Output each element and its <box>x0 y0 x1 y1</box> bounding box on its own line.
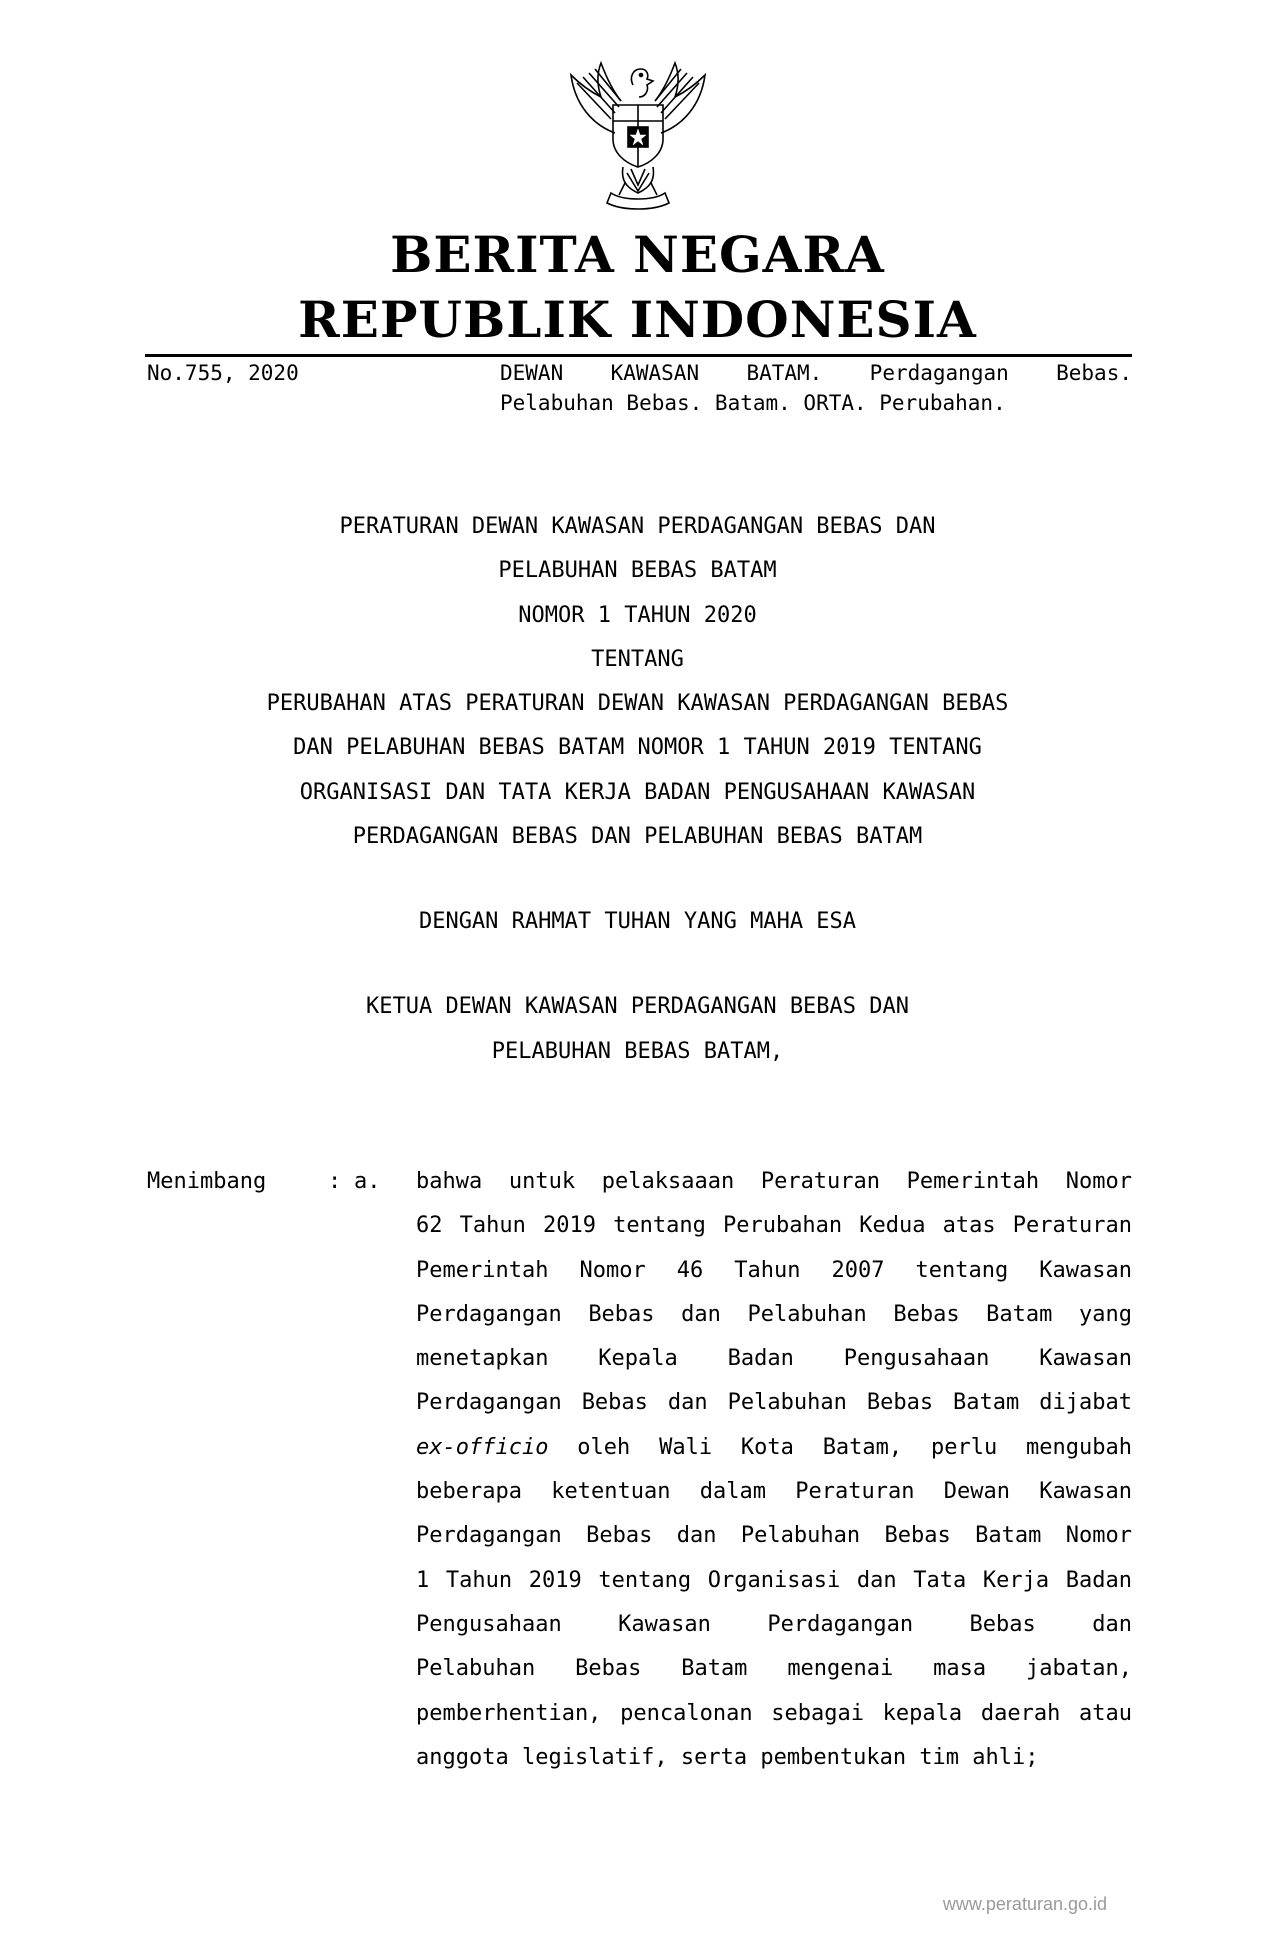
paragraph-line: bahwa untuk pelaksaaan Peraturan Pemerintah Nomor <box>416 1169 1132 1194</box>
title-line: PELABUHAN BEBAS BATAM <box>498 558 777 584</box>
paragraph-line: 1 Tahun 2019 tentang Organisasi dan Tata Kerja Badan <box>416 1567 1132 1593</box>
gazette-number: No.755, 2020 <box>147 361 299 385</box>
gazette-subject-line1: DEWAN KAWASAN BATAM. Perdagangan Bebas. <box>500 361 1132 385</box>
title-line: PERATURAN DEWAN KAWASAN PERDAGANGAN BEBAS DAN <box>339 514 936 539</box>
title-line: TENTANG <box>591 646 684 672</box>
menimbang-item-text <box>416 1160 1132 1780</box>
paragraph-line: Perdagangan Bebas dan Pelabuhan Bebas Batam dijabat <box>416 1390 1132 1416</box>
masthead-title-line1: BERITA NEGARA <box>390 225 885 284</box>
italic-term: ex-officio <box>416 1434 549 1460</box>
gazette-subject <box>500 358 1132 418</box>
regulation-title <box>145 505 1130 859</box>
paragraph-line-rest: oleh Wali Kota Batam, perlu mengubah <box>548 1434 1132 1460</box>
paragraph-line: Perdagangan Bebas dan Pelabuhan Bebas Batam Nomor <box>416 1523 1132 1549</box>
title-line: PERUBAHAN ATAS PERATURAN DEWAN KAWASAN PERDAGANGAN BEBAS <box>266 691 1009 717</box>
paragraph-line: 62 Tahun 2019 tentang Perubahan Kedua atas Peraturan <box>416 1213 1132 1239</box>
paragraph-line: beberapa ketentuan dalam Peraturan Dewan Kawasan <box>416 1479 1132 1505</box>
footer-website: www.peraturan.go.id <box>942 1894 1107 1914</box>
title-line: NOMOR 1 TAHUN 2020 <box>518 602 757 628</box>
issuer <box>145 985 1130 1074</box>
title-line: DAN PELABUHAN BEBAS BATAM NOMOR 1 TAHUN 2019 TENTANG <box>293 735 982 761</box>
paragraph-line: anggota legislatif, serta pembentukan tim ahli; <box>416 1744 1039 1770</box>
paragraph-line: Pemerintah Nomor 46 Tahun 2007 tentang Kawasan <box>416 1257 1132 1283</box>
paragraph-line: Pelabuhan Bebas Batam mengenai masa jabatan, <box>416 1656 1132 1682</box>
paragraph-line: pemberhentian, pencalonan sebagai kepala daerah atau <box>416 1700 1132 1726</box>
issuer-line2: PELABUHAN BEBAS BATAM, <box>491 1038 784 1064</box>
paragraph-line: menetapkan Kepala Badan Pengusahaan Kawasan <box>416 1346 1132 1372</box>
issuer-line1: KETUA DEWAN KAWASAN PERDAGANGAN BEBAS DAN <box>365 994 910 1019</box>
menimbang-label: Menimbang <box>147 1169 267 1194</box>
paragraph-line: Perdagangan Bebas dan Pelabuhan Bebas Batam yang <box>416 1301 1132 1327</box>
masthead-title-line2: REPUBLIK INDONESIA <box>298 290 977 349</box>
title-line: ORGANISASI DAN TATA KERJA BADAN PENGUSAHAAN KAWASAN <box>299 779 976 805</box>
invocation: DENGAN RAHMAT TUHAN YANG MAHA ESA <box>418 909 857 934</box>
masthead-divider <box>145 354 1132 357</box>
garuda-emblem-icon <box>553 55 723 215</box>
title-line: PERDAGANGAN BEBAS DAN PELABUHAN BEBAS BATAM <box>352 824 923 850</box>
paragraph-line: Pengusahaan Kawasan Perdagangan Bebas dan <box>416 1611 1132 1637</box>
menimbang-colon: : <box>328 1169 342 1194</box>
paragraph-line <box>416 1426 1132 1470</box>
gazette-subject-line2: Pelabuhan Bebas. Batam. ORTA. Perubahan. <box>500 391 1006 415</box>
menimbang-item-letter: a. <box>354 1169 381 1194</box>
